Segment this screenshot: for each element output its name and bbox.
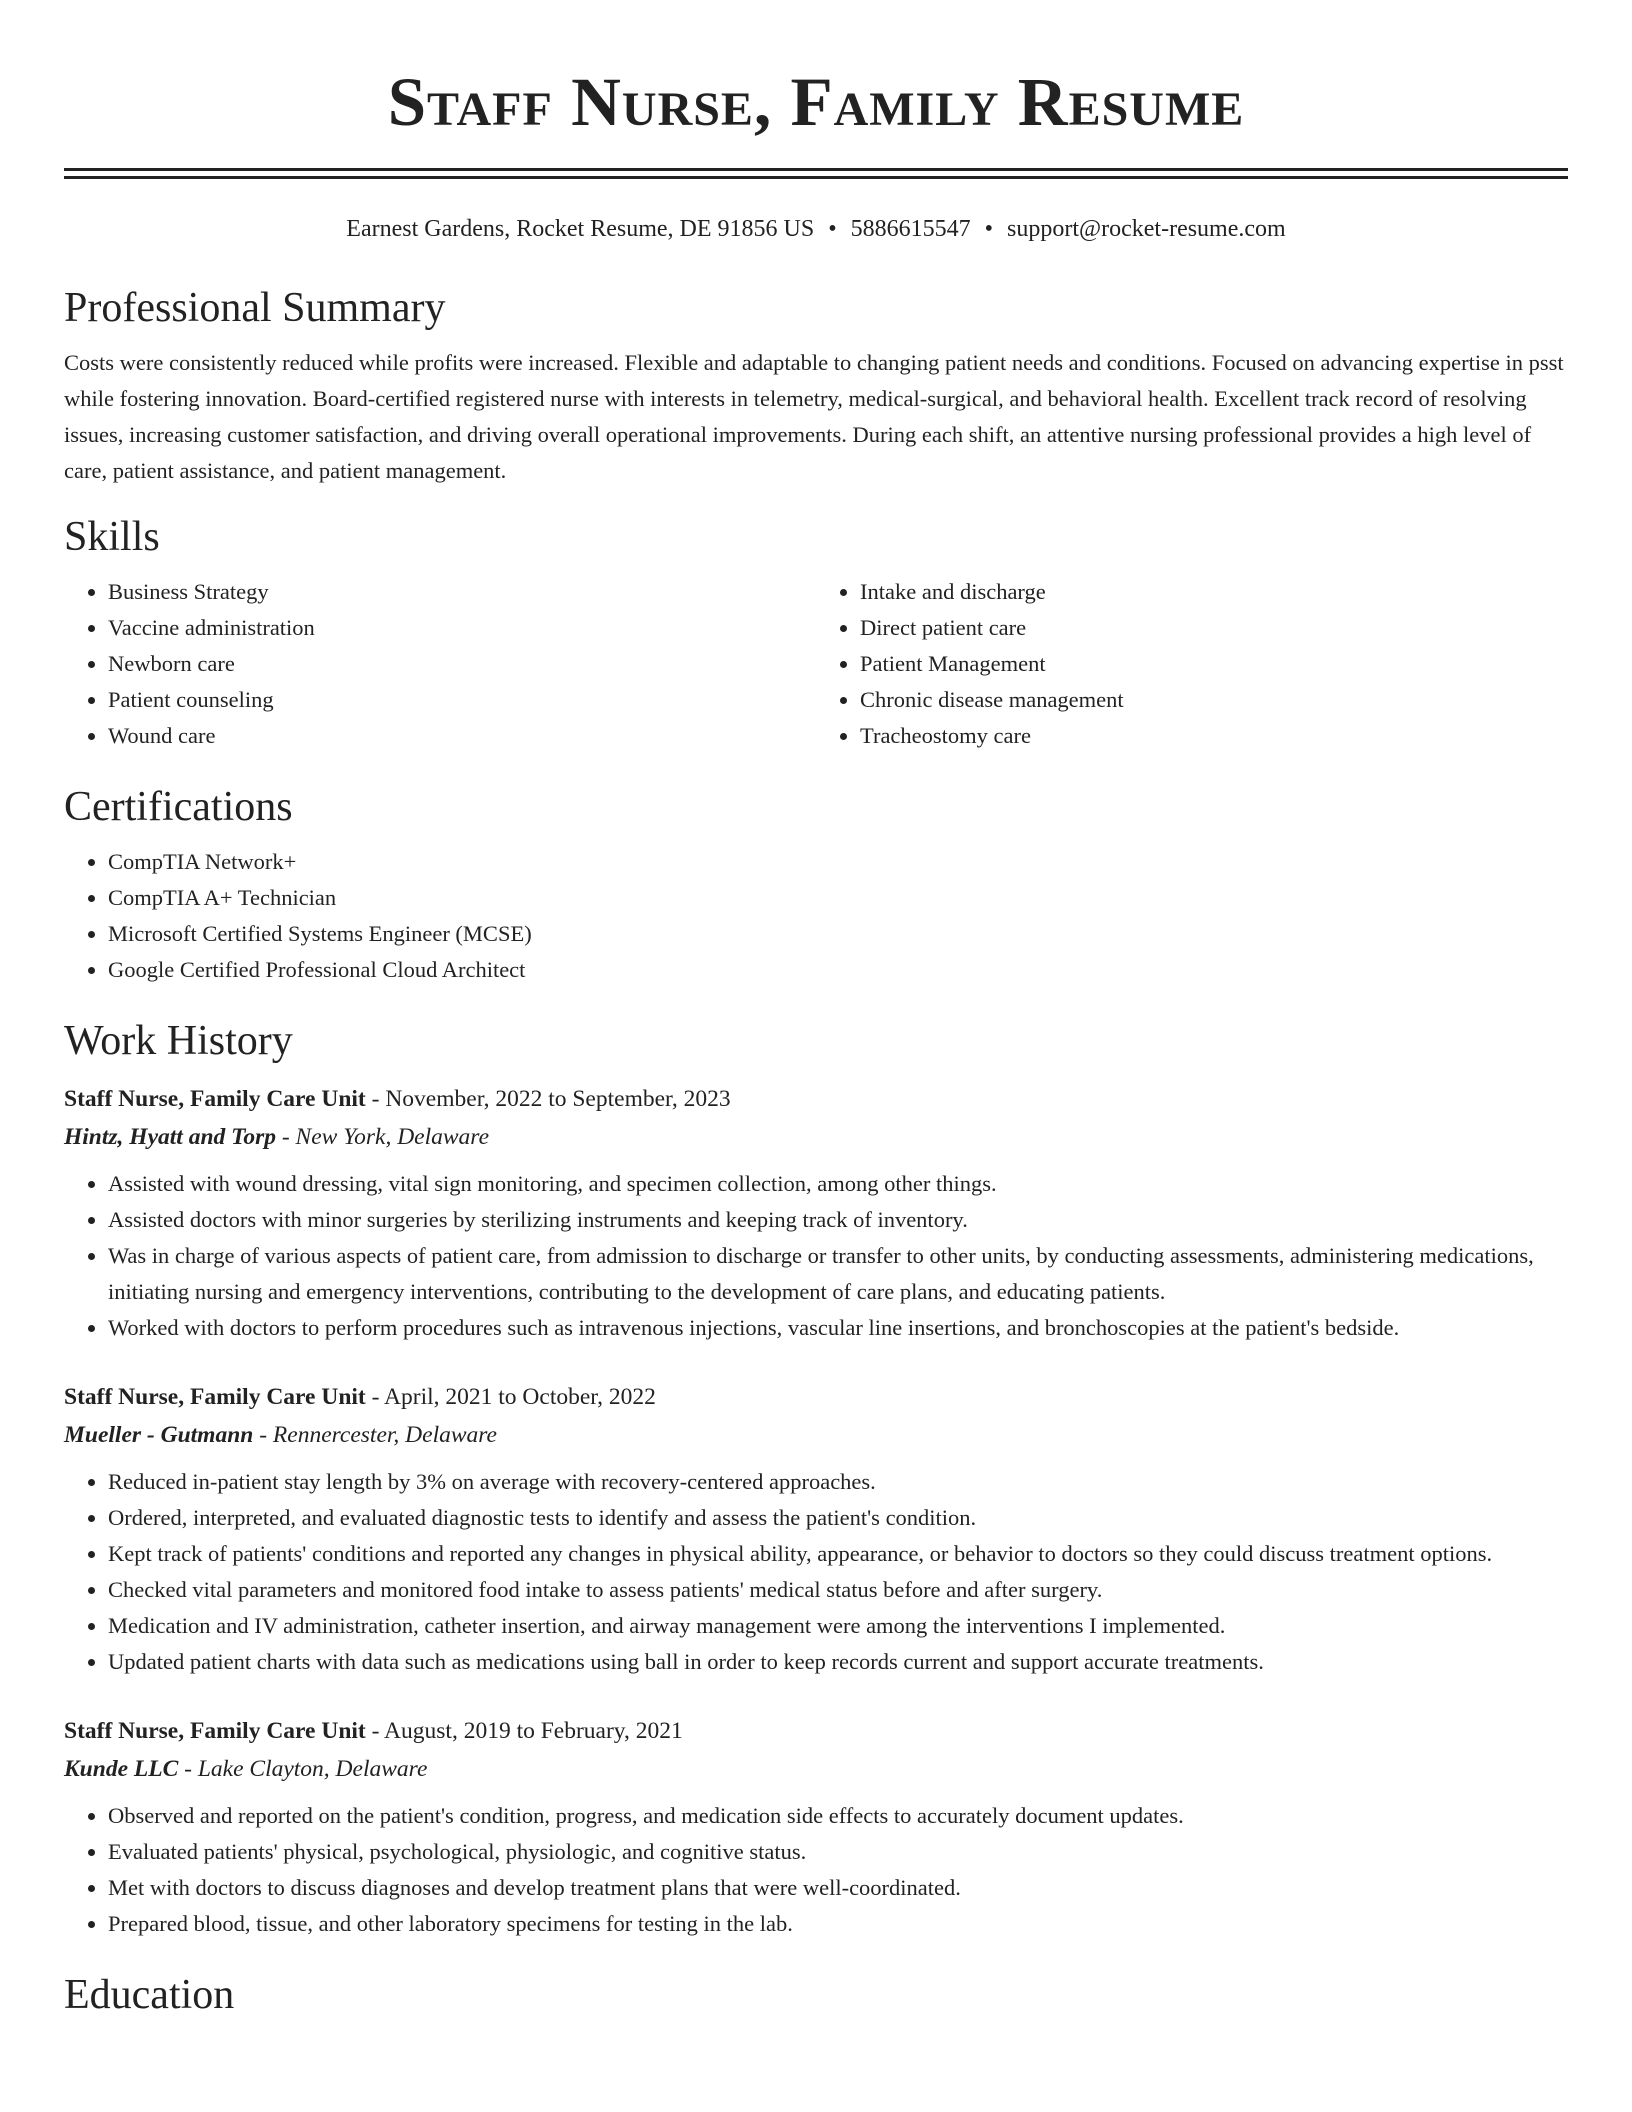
job-bullet: • Updated patient charts with data such as medications using ball in order to keep records current and support accurate treatments.: [108, 1644, 1568, 1680]
job-bullet: • Reduced in-patient stay length by 3% on average with recovery-centered approaches.: [108, 1464, 1568, 1500]
job-bullets: [64, 1798, 1568, 1942]
job-dates: - April, 2021 to October, 2022: [365, 1383, 656, 1410]
job-bullet: • Met with doctors to discuss diagnoses and develop treatment plans that were well-coordinated.: [108, 1870, 1568, 1906]
job-dates: - August, 2019 to February, 2021: [365, 1717, 683, 1744]
contact-line: [64, 213, 1568, 245]
skill-item: • Business Strategy: [108, 574, 816, 610]
job-bullets: [64, 1464, 1568, 1680]
contact-separator: •: [984, 216, 994, 242]
job-bullet: • Was in charge of various aspects of patient care, from admission to discharge or transfer to other units, by conducting assessments, administering medications, initiating nursing and emergency interventions, contributing to the development of care plans, and educating patients.: [108, 1238, 1568, 1310]
skill-item: • Chronic disease management: [860, 682, 1568, 718]
job-entry: [64, 1080, 1568, 1346]
job-bullet: • Checked vital parameters and monitored food intake to assess patients' medical status before and after surgery.: [108, 1572, 1568, 1608]
skill-item: • Intake and discharge: [860, 574, 1568, 610]
job-bullet: • Medication and IV administration, catheter insertion, and airway management were among the interventions I implemented.: [108, 1608, 1568, 1644]
job-role: Staff Nurse, Family Care Unit: [64, 1717, 366, 1744]
skills-list-left: [64, 574, 816, 754]
work-history-heading: Work History: [64, 1017, 293, 1064]
job-bullet: • Prepared blood, tissue, and other laboratory specimens for testing in the lab.: [108, 1906, 1568, 1942]
certification-item: • Microsoft Certified Systems Engineer (MCSE): [108, 916, 1568, 952]
job-title-line: [64, 1712, 1568, 1750]
skill-item: • Wound care: [108, 718, 816, 754]
job-bullet: • Ordered, interpreted, and evaluated diagnostic tests to identify and assess the patient's condition.: [108, 1500, 1568, 1536]
job-company: Kunde LLC: [64, 1755, 179, 1782]
certification-item: • CompTIA Network+: [108, 844, 1568, 880]
skill-item: • Tracheostomy care: [860, 718, 1568, 754]
job-company-line: [64, 1750, 1568, 1788]
summary-text: Costs were consistently reduced while profits were increased. Flexible and adaptable to changing patient needs and conditions. Focused on advancing expertise in psst while fostering innovation. Board-certified registered nurse with interests in telemetry, medical-surgical, and behavioral health. Excellent track record of resolving issues, increasing customer satisfaction, and driving overall operational improvements. During each shift, an attentive nursing professional provides a high level of care, patient assistance, and patient management.: [64, 350, 1564, 483]
job-bullet: • Kept track of patients' conditions and reported any changes in physical ability, appearance, or behavior to doctors so they could discuss treatment options.: [108, 1536, 1568, 1572]
job-bullet: • Evaluated patients' physical, psychological, physiologic, and cognitive status.: [108, 1834, 1568, 1870]
certifications-list: [64, 844, 1568, 988]
job-location: - New York, Delaware: [275, 1123, 490, 1150]
resume-page: [64, 0, 1568, 2020]
job-entry: [64, 1712, 1568, 1942]
certification-item: • Google Certified Professional Cloud Architect: [108, 952, 1568, 988]
resume-title: Staff Nurse, Family Resume: [387, 64, 1245, 140]
job-bullet: • Assisted doctors with minor surgeries by sterilizing instruments and keeping track of inventory.: [108, 1202, 1568, 1238]
job-company-line: [64, 1416, 1568, 1454]
skills-list-right: [816, 574, 1568, 754]
job-dates: - November, 2022 to September, 2023: [365, 1085, 731, 1112]
skills-heading: Skills: [64, 513, 160, 560]
contact-email: support@rocket-resume.com: [1007, 216, 1286, 242]
job-bullet: • Assisted with wound dressing, vital sign monitoring, and specimen collection, among other things.: [108, 1166, 1568, 1202]
education-heading: Education: [64, 1971, 235, 2018]
certifications-heading: Certifications: [64, 783, 293, 830]
skill-item: • Vaccine administration: [108, 610, 816, 646]
job-location: - Lake Clayton, Delaware: [178, 1755, 428, 1782]
title-double-rule: [64, 168, 1568, 179]
job-bullets: [64, 1166, 1568, 1346]
job-role: Staff Nurse, Family Care Unit: [64, 1085, 366, 1112]
skill-item: • Direct patient care: [860, 610, 1568, 646]
summary-section: [64, 283, 1568, 489]
summary-heading: Professional Summary: [64, 285, 446, 331]
work-history-section: [64, 1016, 1568, 1942]
skill-item: • Patient Management: [860, 646, 1568, 682]
job-role: Staff Nurse, Family Care Unit: [64, 1383, 366, 1410]
contact-separator: •: [828, 216, 837, 242]
certification-item: • CompTIA A+ Technician: [108, 880, 1568, 916]
contact-address: Earnest Gardens, Rocket Resume, DE 91856 US: [346, 216, 815, 242]
contact-phone: 5886615547: [850, 216, 971, 242]
skill-item: • Patient counseling: [108, 682, 816, 718]
job-title-line: [64, 1080, 1568, 1118]
skill-item: • Newborn care: [108, 646, 816, 682]
education-section: [64, 1970, 1568, 2020]
job-location: - Rennercester, Delaware: [253, 1421, 497, 1448]
certifications-section: [64, 782, 1568, 988]
skills-section: [64, 512, 1568, 754]
job-company: Hintz, Hyatt and Torp: [64, 1123, 276, 1150]
job-entry: [64, 1378, 1568, 1680]
job-company-line: [64, 1118, 1568, 1156]
job-title-line: [64, 1378, 1568, 1416]
job-bullet: • Observed and reported on the patient's condition, progress, and medication side effects to accurately document updates.: [108, 1798, 1568, 1834]
job-company: Mueller - Gutmann: [64, 1421, 254, 1448]
job-bullet: • Worked with doctors to perform procedures such as intravenous injections, vascular line insertions, and bronchoscopies at the patient's bedside.: [108, 1310, 1568, 1346]
skills-columns: [64, 574, 1568, 754]
